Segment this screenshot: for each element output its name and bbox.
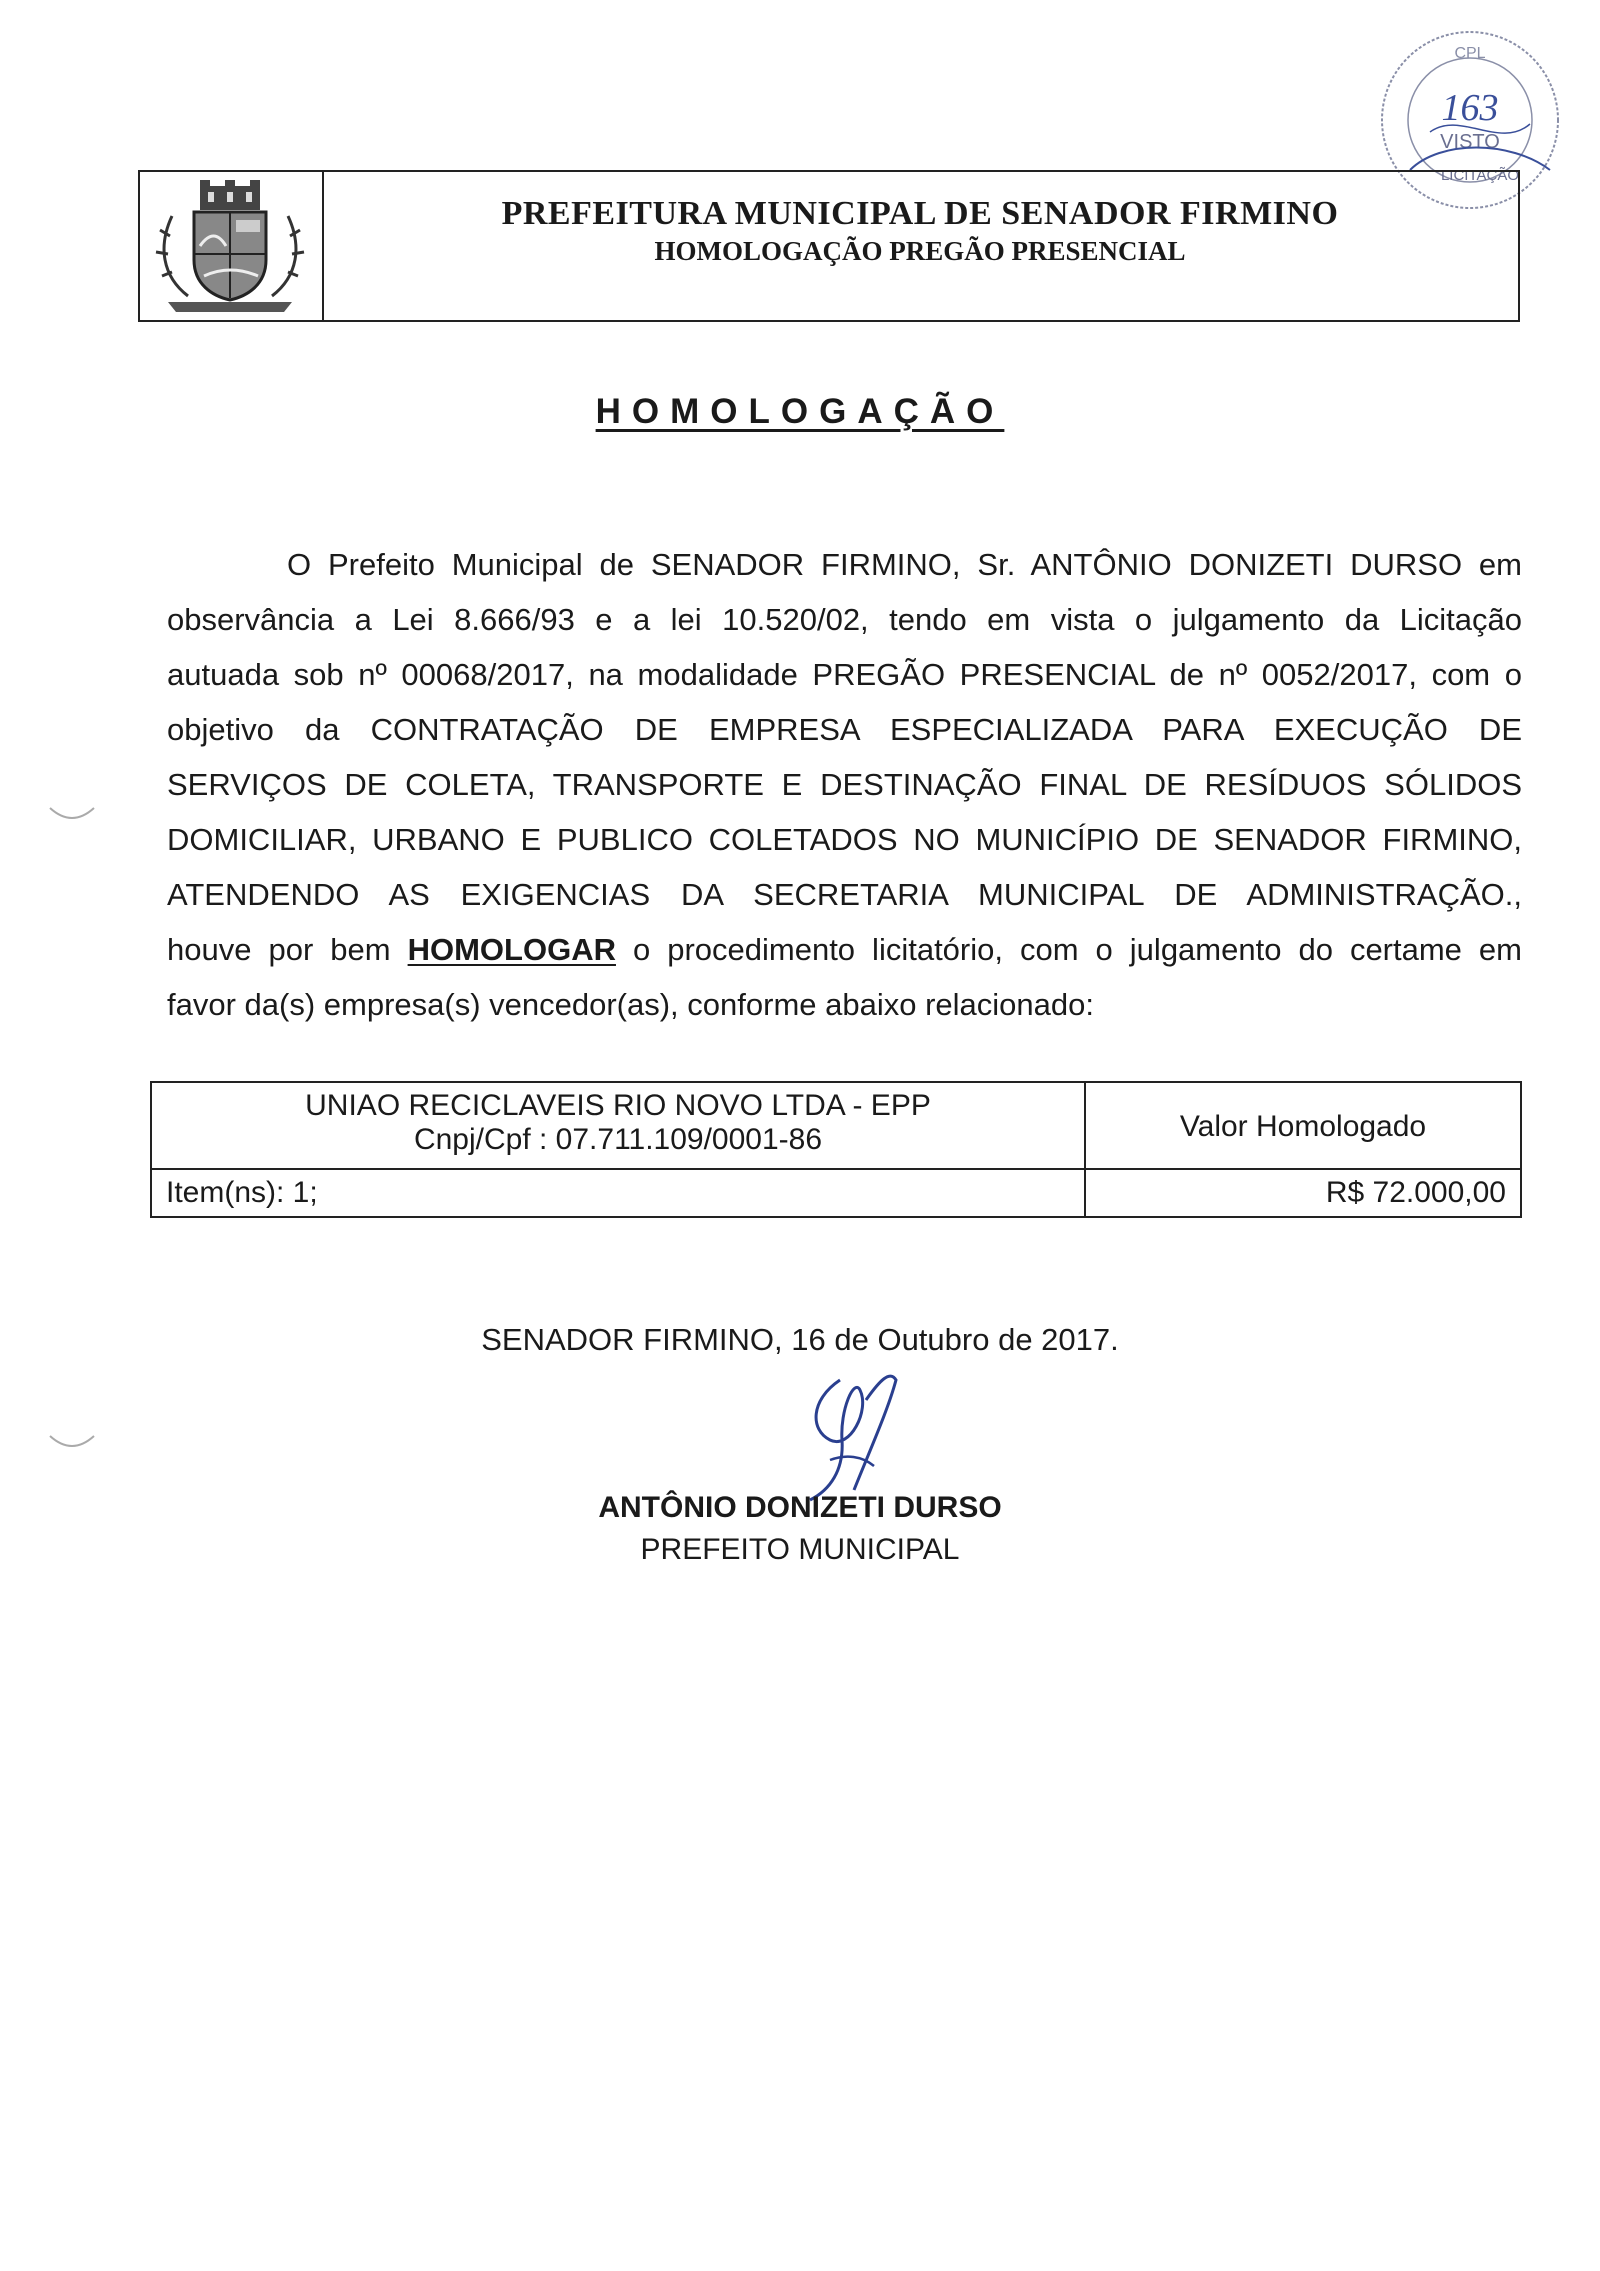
body-line: DOMICILIAR, URBANO E PUBLICO COLETADOS NO MUNICÍPIO DE SENADOR FIRMINO, bbox=[167, 822, 1522, 857]
stamp-number: 163 bbox=[1441, 87, 1499, 129]
punch-mark-icon bbox=[48, 800, 98, 830]
homologar-emphasis: HOMOLOGAR bbox=[407, 932, 616, 967]
body-line: autuada sob nº 00068/2017, na modalidade PREGÃO PRESENCIAL de nº 0052/2017, com o bbox=[167, 657, 1522, 692]
stamp-text-mid: VISTO bbox=[1440, 131, 1500, 153]
value-cell: R$ 72.000,00 bbox=[1325, 1176, 1506, 1209]
body-line: O Prefeito Municipal de SENADOR FIRMINO, Sr. ANTÔNIO DONIZETI DURSO em bbox=[287, 547, 1522, 582]
body-line bbox=[167, 922, 1522, 977]
company-cell bbox=[152, 1083, 1086, 1170]
value-label-cell: Valor Homologado bbox=[1086, 1083, 1520, 1170]
letterhead-box bbox=[138, 170, 1520, 322]
body-paragraph bbox=[167, 537, 1522, 1032]
stamp-text-top: CPL bbox=[1454, 45, 1486, 62]
stamp-text-bottom: LICITAÇÃO bbox=[1440, 167, 1520, 184]
body-line: favor da(s) empresa(s) vencedor(as), conforme abaixo relacionado: bbox=[167, 987, 1094, 1022]
document-heading-text: HOMOLOGAÇÃO bbox=[595, 392, 1005, 431]
body-line: ATENDENDO AS EXIGENCIAS DA SECRETARIA MUNICIPAL DE ADMINISTRAÇÃO., bbox=[167, 877, 1522, 912]
letterhead-text bbox=[322, 194, 1518, 268]
body-line-end: o procedimento licitatório, com o julgamento do certame em bbox=[615, 932, 1522, 967]
result-table bbox=[150, 1081, 1522, 1218]
signer-name: ANTÔNIO DONIZETI DURSO bbox=[598, 1491, 1002, 1524]
body-line-start: houve por bem bbox=[167, 932, 408, 967]
body-line: objetivo da CONTRATAÇÃO DE EMPRESA ESPECIALIZADA PARA EXECUÇÃO DE bbox=[167, 712, 1522, 747]
document-heading bbox=[0, 392, 1600, 432]
handwritten-signature bbox=[770, 1370, 930, 1510]
crest-cell bbox=[140, 172, 324, 320]
company-name: UNIAO RECICLAVEIS RIO NOVO LTDA - EPP bbox=[305, 1089, 931, 1122]
items-cell: Item(ns): 1; bbox=[152, 1170, 1086, 1216]
header-title: PREFEITURA MUNICIPAL DE SENADOR FIRMINO bbox=[501, 195, 1339, 232]
company-cnpj: Cnpj/Cpf : 07.711.109/0001-86 bbox=[413, 1123, 823, 1156]
header-subtitle: HOMOLOGAÇÃO PREGÃO PRESENCIAL bbox=[654, 236, 1186, 266]
punch-mark-icon bbox=[48, 1428, 98, 1458]
body-line: SERVIÇOS DE COLETA, TRANSPORTE E DESTINAÇÃO FINAL DE RESÍDUOS SÓLIDOS bbox=[167, 767, 1522, 802]
date-line: SENADOR FIRMINO, 16 de Outubro de 2017. bbox=[481, 1322, 1119, 1357]
signer-role: PREFEITO MUNICIPAL bbox=[640, 1533, 960, 1566]
body-line: observância a Lei 8.666/93 e a lei 10.520/02, tendo em vista o julgamento da Licitação bbox=[167, 602, 1522, 637]
municipal-crest-icon bbox=[148, 176, 312, 316]
